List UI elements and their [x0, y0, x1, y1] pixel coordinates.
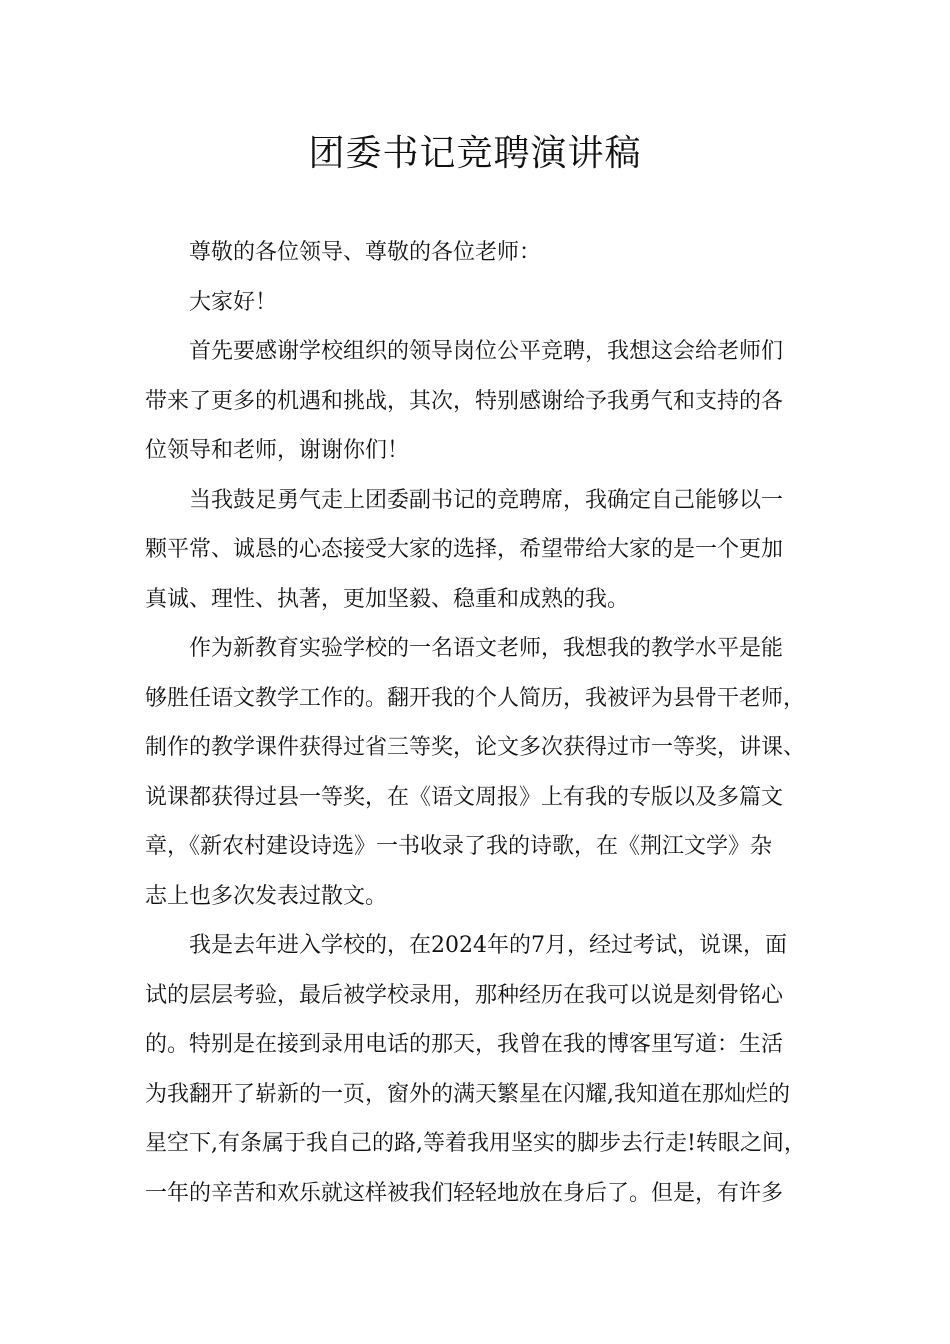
body-text-line: 首先要感谢学校组织的领导岗位公平竞聘，我想这会给老师们 — [189, 339, 784, 364]
greeting-line: 大家好！ — [189, 290, 278, 315]
page-title: 团委书记竞聘演讲稿 — [308, 133, 642, 174]
body-text-line: 真诚、理性、执著，更加坚毅、稳重和成熟的我。 — [145, 587, 630, 612]
body-text-line: 当我鼓足勇气走上团委副书记的竞聘席，我确定自己能够以一 — [189, 488, 784, 513]
body-text-line: 够胜任语文教学工作的。翻开我的个人简历，我被评为县骨干老师， — [145, 686, 806, 711]
body-text-line: 星空下,有条属于我自己的路,等着我用坚实的脚步去行走!转眼之间， — [145, 1131, 806, 1156]
body-text-line: 我是去年进入学校的，在2024年的7月，经过考试，说课，面 — [189, 933, 787, 958]
body-text-line: 试的层层考验，最后被学校录用，那种经历在我可以说是刻骨铭心 — [145, 983, 784, 1008]
body-text-line: 制作的教学课件获得过省三等奖，论文多次获得过市一等奖，讲课、 — [145, 735, 806, 760]
body-text-line: 志上也多次发表过散文。 — [145, 884, 388, 909]
body-text-line: 带来了更多的机遇和挑战，其次，特别感谢给予我勇气和支持的各 — [145, 389, 784, 414]
body-text-line: 章，《新农村建设诗选》一书收录了我的诗歌，在《荆江文学》杂 — [145, 834, 773, 859]
body-text-line: 为我翻开了崭新的一页，窗外的满天繁星在闪耀,我知道在那灿烂的 — [145, 1082, 790, 1107]
body-text-line: 一年的辛苦和欢乐就这样被我们轻轻地放在身后了。但是，有许多 — [145, 1181, 784, 1206]
body-text-line: 位领导和老师，谢谢你们！ — [145, 438, 410, 463]
body-text-line: 的。特别是在接到录用电话的那天，我曾在我的博客里写道：生活 — [145, 1032, 784, 1057]
body-text-line: 颗平常、诚恳的心态接受大家的选择，希望带给大家的是一个更加 — [145, 537, 784, 562]
body-text-line: 作为新教育实验学校的一名语文老师，我想我的教学水平是能 — [189, 636, 784, 661]
body-text-line: 说课都获得过县一等奖，在《语文周报》上有我的专版以及多篇文 — [145, 785, 784, 810]
salutation-line: 尊敬的各位领导、尊敬的各位老师： — [189, 240, 542, 265]
